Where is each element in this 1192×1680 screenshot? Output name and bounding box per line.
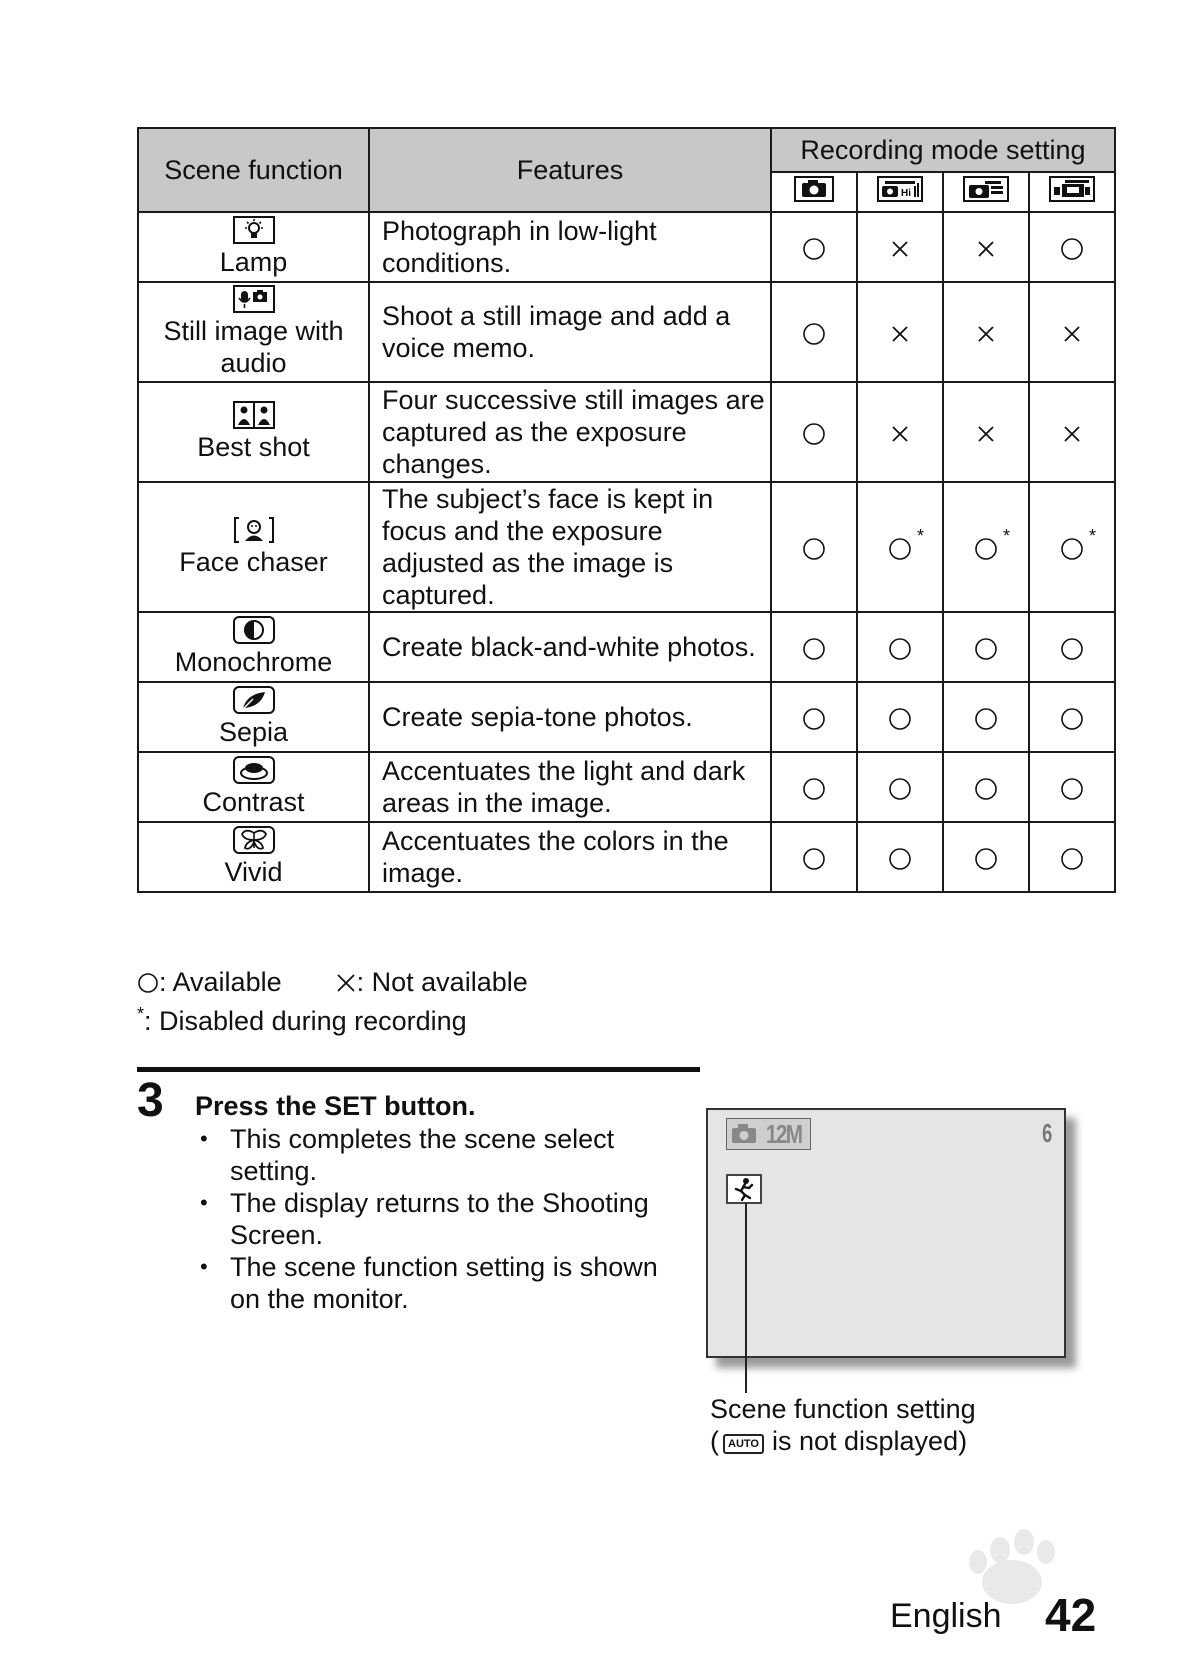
available-circle-icon xyxy=(802,537,826,561)
available-circle-icon xyxy=(888,637,912,661)
mode-cell xyxy=(857,612,943,682)
scene-cell xyxy=(138,752,369,822)
available-circle-icon xyxy=(802,322,826,346)
page-number: 42 xyxy=(1045,1589,1097,1641)
mode-cell xyxy=(771,482,857,612)
step-bullets xyxy=(200,1123,690,1315)
available-circle-icon xyxy=(802,422,826,446)
available-circle-icon xyxy=(974,525,1010,561)
feature-cell: Four successive still images are captured as the exposure changes. xyxy=(369,382,771,482)
mode-cell xyxy=(943,822,1029,892)
scene-name: Monochrome xyxy=(174,647,333,677)
feature-cell: Accentuates the colors in the image. xyxy=(369,822,771,892)
mode-cell xyxy=(1029,282,1115,382)
scene-cell xyxy=(138,212,369,282)
scene-name: Face chaser xyxy=(179,547,328,577)
mode-cell xyxy=(771,282,857,382)
table-row xyxy=(138,822,1115,892)
camera-burst-icon xyxy=(943,172,1029,212)
mode-cell xyxy=(943,482,1029,612)
scene-name: Vivid xyxy=(224,857,283,887)
contrast-icon xyxy=(233,756,275,784)
mode-cell xyxy=(857,282,943,382)
table-legend xyxy=(137,966,528,1037)
mode-cell xyxy=(771,752,857,822)
legend-asterisk: * xyxy=(137,1004,145,1024)
scene-cell xyxy=(138,682,369,752)
mode-cell xyxy=(857,752,943,822)
available-circle-icon xyxy=(1060,525,1096,561)
callout-line2: is not displayed) xyxy=(771,1426,968,1456)
mode-cell xyxy=(1029,682,1115,752)
sepia-icon xyxy=(233,686,275,714)
step-title: Press the SET button. xyxy=(195,1091,476,1121)
monitor-camera-icon xyxy=(727,1119,761,1149)
legend-row-availability xyxy=(137,966,528,998)
auto-badge-icon: AUTO xyxy=(723,1434,764,1454)
step-bullet: • This completes the scene select setting. xyxy=(200,1123,690,1187)
available-circle-icon xyxy=(802,637,826,661)
monitor-status-icons xyxy=(726,1118,811,1150)
mode-cell xyxy=(857,822,943,892)
scene-cell xyxy=(138,822,369,892)
monitor-screen xyxy=(706,1108,1066,1358)
mode-cell xyxy=(1029,612,1115,682)
voice-memo-icon xyxy=(233,285,275,313)
running-person-icon xyxy=(726,1174,762,1204)
callout-open-paren: ( xyxy=(710,1426,719,1456)
available-circle-icon xyxy=(802,847,826,871)
camera-hi-speed-icon xyxy=(857,172,943,212)
scene-cell xyxy=(138,382,369,482)
not-available-cross-icon xyxy=(974,422,998,446)
scene-name: Best shot xyxy=(197,432,310,462)
callout-line xyxy=(745,1203,747,1393)
feature-cell: Create sepia-tone photos. xyxy=(369,682,771,752)
legend-not-available: : Not available xyxy=(356,967,528,997)
asterisk-note: * xyxy=(1002,525,1010,546)
mode-cell xyxy=(1029,822,1115,892)
available-circle-icon xyxy=(802,777,826,801)
mode-cell xyxy=(943,752,1029,822)
scene-name: Lamp xyxy=(219,247,288,277)
mode-cell xyxy=(771,382,857,482)
step-divider xyxy=(137,1067,700,1072)
not-available-cross-icon xyxy=(888,237,912,261)
mode-cell xyxy=(943,282,1029,382)
legend-available: : Available xyxy=(159,967,282,997)
available-circle-icon xyxy=(1060,847,1084,871)
available-circle-icon xyxy=(1060,707,1084,731)
available-circle-icon xyxy=(137,972,159,994)
step-number: 3 xyxy=(137,1074,164,1127)
mode-cell xyxy=(1029,482,1115,612)
not-available-cross-icon xyxy=(888,322,912,346)
lamp-icon xyxy=(233,216,275,244)
monitor-callout xyxy=(710,1393,976,1457)
feature-cell: Photograph in low-light conditions. xyxy=(369,212,771,282)
mode-cell xyxy=(943,212,1029,282)
mode-cell xyxy=(857,382,943,482)
feature-cell: Create black-and-white photos. xyxy=(369,612,771,682)
scene-cell xyxy=(138,282,369,382)
mode-cell xyxy=(943,682,1029,752)
table-row xyxy=(138,282,1115,382)
mode-cell xyxy=(771,212,857,282)
available-circle-icon xyxy=(888,847,912,871)
feature-cell: The subject’s face is kept in focus and the exposure adjusted as the image is captured. xyxy=(369,482,771,612)
feature-cell: Shoot a still image and add a voice memo. xyxy=(369,282,771,382)
available-circle-icon xyxy=(1060,637,1084,661)
mode-cell xyxy=(1029,752,1115,822)
not-available-cross-icon xyxy=(335,972,357,994)
available-circle-icon xyxy=(974,637,998,661)
available-circle-icon xyxy=(1060,777,1084,801)
footer-language: English xyxy=(890,1597,1002,1635)
available-circle-icon xyxy=(974,777,998,801)
monitor-resolution: 12M xyxy=(765,1119,802,1149)
best-shot-icon xyxy=(233,401,275,429)
svg-text:Hi: Hi xyxy=(901,187,911,199)
available-circle-icon xyxy=(888,707,912,731)
scene-cell xyxy=(138,482,369,612)
feature-cell: Accentuates the light and dark areas in the image. xyxy=(369,752,771,822)
available-circle-icon xyxy=(974,847,998,871)
not-available-cross-icon xyxy=(974,322,998,346)
header-features: Features xyxy=(369,128,771,212)
available-circle-icon xyxy=(974,707,998,731)
not-available-cross-icon xyxy=(1060,422,1084,446)
table-row xyxy=(138,382,1115,482)
table-row xyxy=(138,212,1115,282)
mode-cell xyxy=(1029,212,1115,282)
video-camera-icon xyxy=(1029,172,1115,212)
mode-cell xyxy=(771,822,857,892)
mode-cell xyxy=(771,612,857,682)
asterisk-note: * xyxy=(1088,525,1096,546)
scene-name: Sepia xyxy=(218,717,289,747)
not-available-cross-icon xyxy=(1060,322,1084,346)
table-row xyxy=(138,682,1115,752)
available-circle-icon xyxy=(888,777,912,801)
mode-cell xyxy=(943,612,1029,682)
asterisk-note: * xyxy=(916,525,924,546)
table-row xyxy=(138,612,1115,682)
table-row xyxy=(138,482,1115,612)
available-circle-icon xyxy=(802,707,826,731)
vivid-icon xyxy=(233,826,275,854)
legend-disabled: : Disabled during recording xyxy=(144,1006,467,1036)
callout-line1: Scene function setting xyxy=(710,1394,976,1424)
header-recording-mode: Recording mode setting xyxy=(771,128,1115,172)
step-bullet: • The display returns to the Shooting Screen. xyxy=(200,1187,690,1251)
available-circle-icon xyxy=(1060,237,1084,261)
scene-name: Still image with audio xyxy=(163,316,344,378)
table-row xyxy=(138,752,1115,822)
mode-cell xyxy=(857,682,943,752)
not-available-cross-icon xyxy=(974,237,998,261)
camera-icon xyxy=(771,172,857,212)
face-chaser-icon xyxy=(233,516,275,544)
mode-cell xyxy=(1029,382,1115,482)
step-bullet: • The scene function setting is shown on the monitor. xyxy=(200,1251,690,1315)
monitor-shot-count: 6 xyxy=(1041,1118,1052,1148)
scene-name: Contrast xyxy=(202,787,305,817)
mode-cell xyxy=(857,482,943,612)
available-circle-icon xyxy=(888,525,924,561)
monochrome-icon xyxy=(233,616,275,644)
scene-cell xyxy=(138,612,369,682)
mode-cell xyxy=(857,212,943,282)
mode-cell xyxy=(771,682,857,752)
header-scene-function: Scene function xyxy=(138,128,369,212)
available-circle-icon xyxy=(802,237,826,261)
mode-cell xyxy=(943,382,1029,482)
not-available-cross-icon xyxy=(888,422,912,446)
scene-function-table xyxy=(137,127,1116,893)
legend-row-recording xyxy=(137,998,528,1037)
